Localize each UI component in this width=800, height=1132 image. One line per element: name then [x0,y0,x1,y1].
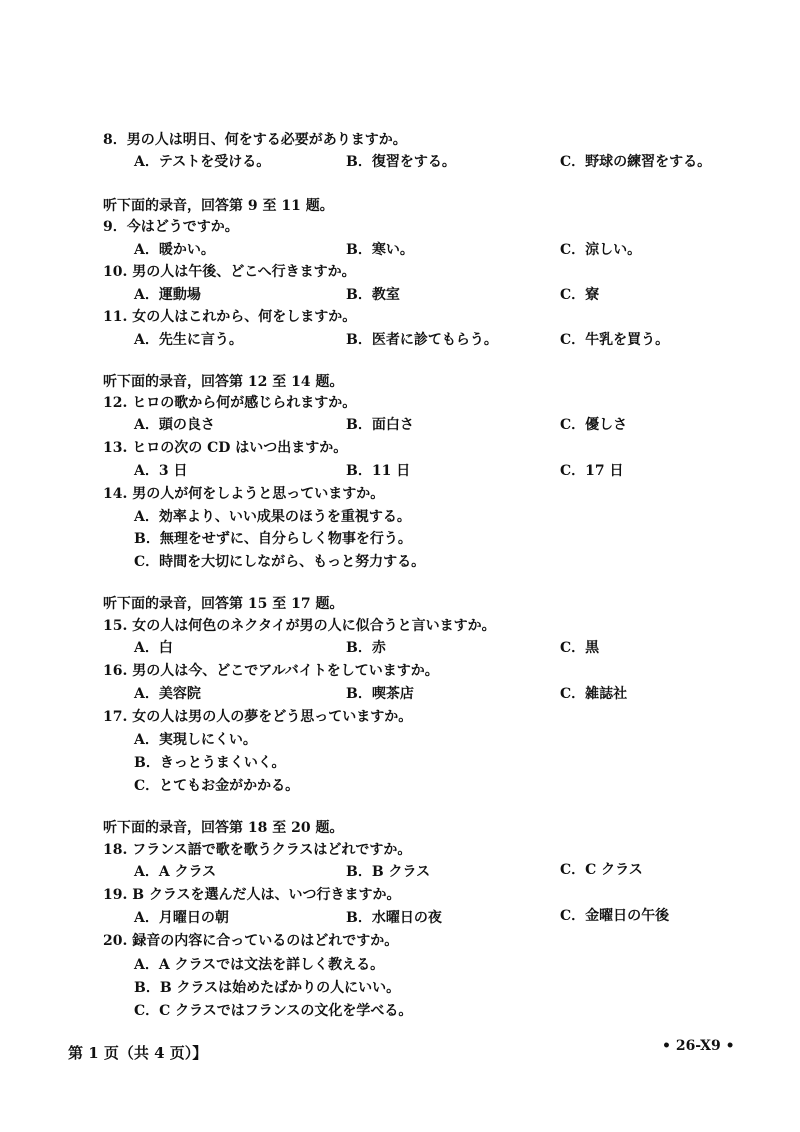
section-instruction-15-17: 听下面的录音，回答第 15 至 17 题。 [103,596,344,612]
question-19-option-b: B．水曜日の夜 [346,910,442,926]
question-20-stem: 20. 録音の内容に合っているのはどれですか。 [103,933,399,949]
question-8-option-c: C．野球の練習をする。 [560,154,712,170]
question-16-option-c: C．雑誌社 [560,686,628,702]
question-10-option-b: B．教室 [346,287,400,303]
question-17-option-c: C．とてもお金がかかる。 [134,778,300,794]
paper-code: • 26-X9 • [662,1038,735,1054]
question-13-stem: 13. ヒロの次の CD はいつ出ますか。 [103,440,348,456]
question-15-stem: 15. 女の人は何色のネクタイが男の人に似合うと言いますか。 [103,618,496,634]
question-12-option-a: A．頭の良さ [134,417,215,433]
question-9-option-c: C．涼しい。 [560,242,642,258]
question-11-option-a: A．先生に言う。 [134,332,243,348]
question-14-option-c: C．時間を大切にしながら、もっと努力する。 [134,554,426,570]
section-instruction-18-20: 听下面的录音，回答第 18 至 20 题。 [103,820,344,836]
question-15-option-b: B．赤 [346,640,386,656]
question-19-option-c: C．金曜日の午後 [560,908,670,924]
question-13-option-a: A．3 日 [134,463,188,479]
question-10-stem: 10. 男の人は午後、どこへ行きますか。 [103,264,356,280]
question-8-option-b: B．復習をする。 [346,154,456,170]
question-19-option-a: A．月曜日の朝 [134,910,229,926]
question-14-option-a: A．効率より、いい成果のほうを重視する。 [134,509,411,525]
question-10-option-c: C．寮 [560,287,600,303]
question-11-option-b: B．医者に診てもらう。 [346,332,498,348]
question-9-option-a: A．暖かい。 [134,242,215,258]
question-17-option-a: A．実現しにくい。 [134,732,257,748]
question-16-option-a: A．美容院 [134,686,201,702]
question-18-stem: 18. フランス語で歌を歌うクラスはどれですか。 [103,842,412,858]
question-16-option-b: B．喫茶店 [346,686,414,702]
question-18-option-a: A．A クラス [134,864,217,880]
question-16-stem: 16. 男の人は今、どこでアルバイトをしていますか。 [103,663,439,679]
question-18-option-c: C．C クラス [560,862,643,878]
question-20-option-b: B．B クラスは始めたばかりの人にいい。 [134,980,401,996]
question-19-stem: 19. B クラスを選んだ人は、いつ行きますか。 [103,887,401,903]
section-instruction-12-14: 听下面的录音，回答第 12 至 14 题。 [103,374,344,390]
question-11-stem: 11. 女の人はこれから、何をしますか。 [103,309,357,325]
question-9-option-b: B．寒い。 [346,242,414,258]
question-20-option-c: C．C クラスではフランスの文化を学べる。 [134,1003,413,1019]
question-17-stem: 17. 女の人は男の人の夢をどう思っていますか。 [103,709,413,725]
question-15-option-c: C．黒 [560,640,600,656]
question-9-stem: 9．今はどうですか。 [103,219,239,235]
question-15-option-a: A．白 [134,640,173,656]
question-10-option-a: A．運動場 [134,287,201,303]
question-14-option-b: B．無理をせずに、自分らしく物事を行う。 [134,531,412,547]
question-20-option-a: A．A クラスでは文法を詳しく教える。 [134,957,385,973]
question-12-option-c: C．優しさ [560,417,628,433]
question-17-option-b: B．きっとうまくいく。 [134,755,286,771]
question-12-option-b: B．面白さ [346,417,414,433]
question-8-option-a: A．テストを受ける。 [134,154,271,170]
question-18-option-b: B．B クラス [346,864,431,880]
question-14-stem: 14. 男の人が何をしようと思っていますか。 [103,486,385,502]
question-13-option-c: C．17 日 [560,463,624,479]
page-number: 第 1 页（共 4 页）】 [68,1044,208,1062]
question-13-option-b: B．11 日 [346,463,411,479]
section-instruction-9-11: 听下面的录音，回答第 9 至 11 题。 [103,198,334,214]
question-12-stem: 12. ヒロの歌から何が感じられますか。 [103,395,357,411]
question-11-option-c: C．牛乳を買う。 [560,332,670,348]
question-8-stem: 8．男の人は明日、何をする必要がありますか。 [103,132,407,148]
